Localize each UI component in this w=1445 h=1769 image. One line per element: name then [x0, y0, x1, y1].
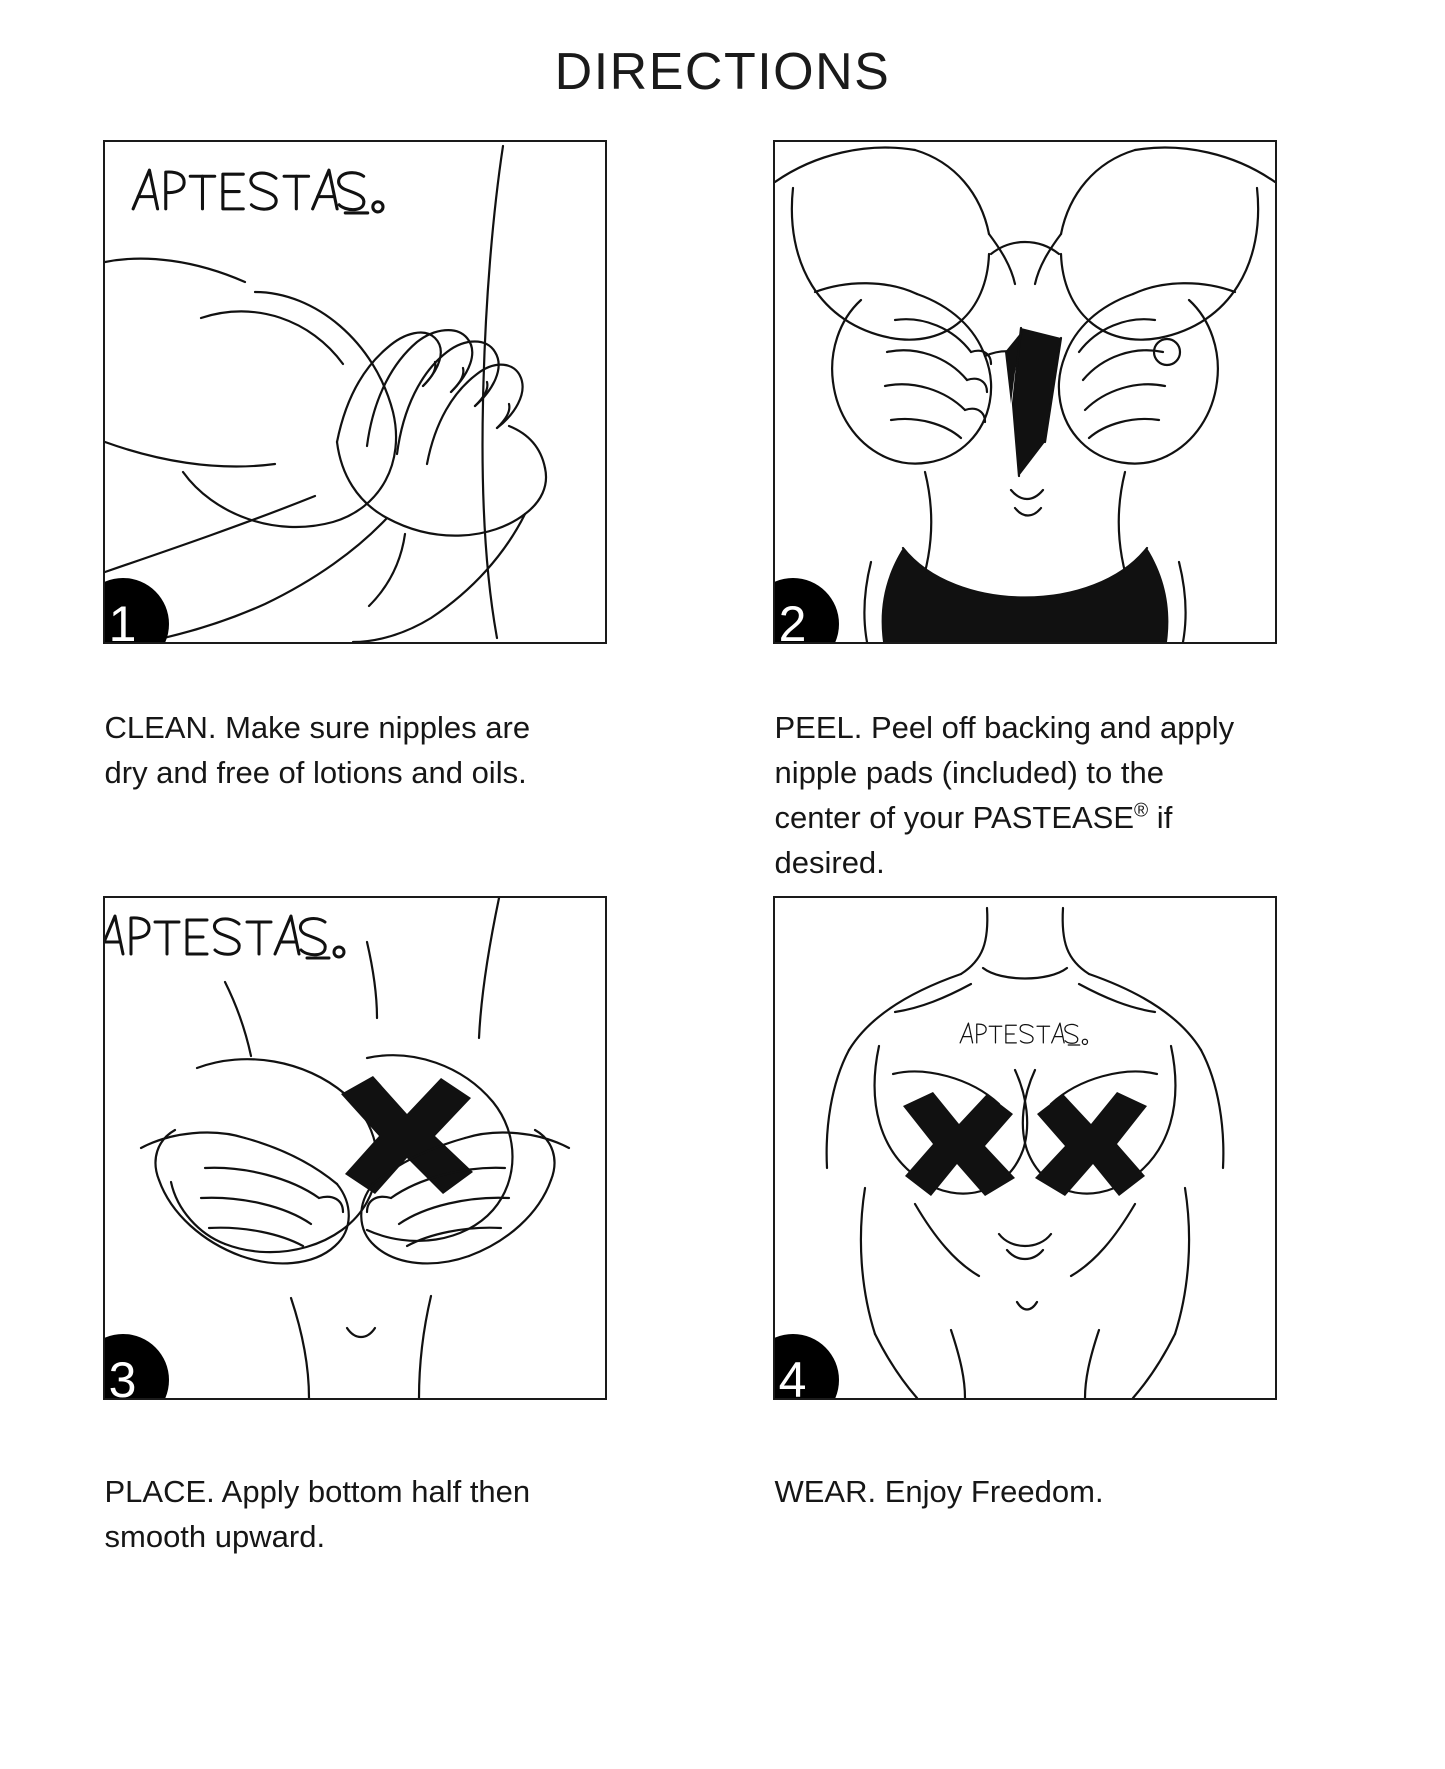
- step-2: [733, 140, 1383, 886]
- step-4-caption-body: Enjoy Freedom.: [876, 1473, 1104, 1509]
- step-3-caption-body: Apply bottom half then smooth upward.: [104, 1473, 531, 1554]
- step-number-1: 1: [103, 578, 169, 644]
- step-4-caption-title: WEAR.: [774, 1473, 877, 1509]
- step-1: [63, 140, 713, 886]
- step-1-caption: [105, 706, 575, 796]
- step-2-caption: [775, 706, 1245, 886]
- illustration-clean-breast-with-hand: [103, 140, 607, 644]
- illustration-wear-torso-with-two-x-pasties: [773, 896, 1277, 1400]
- step-number-2: 2: [773, 578, 839, 644]
- step-2-caption-body: Peel off backing and apply nipple pads (included) to the center of your: [774, 710, 1235, 835]
- step-number-4: 4: [773, 1334, 839, 1400]
- step-1-caption-title: CLEAN.: [104, 710, 217, 745]
- step-number-3: 3: [103, 1334, 169, 1400]
- step-3-caption-title: PLACE.: [104, 1473, 215, 1509]
- directions-grid: [63, 140, 1383, 1560]
- step-2-caption-title: PEEL.: [774, 710, 863, 745]
- step-3-caption: [105, 1470, 575, 1560]
- illustration-peel-backing-two-hands: [773, 140, 1277, 644]
- brand-name-inline: PASTEASE: [972, 799, 1135, 835]
- step-4-caption: [775, 1470, 1245, 1515]
- step-1-caption-body: Make sure nipples are dry and free of lotions and oils.: [104, 710, 531, 790]
- step-3: [63, 896, 713, 1560]
- illustration-place-x-pastie-on-breast: [103, 896, 607, 1400]
- step-4: [733, 896, 1383, 1560]
- page-title: DIRECTIONS: [554, 43, 891, 101]
- step-2-caption-tail: if desired.: [774, 799, 1173, 880]
- registered-mark: ®: [1134, 800, 1149, 822]
